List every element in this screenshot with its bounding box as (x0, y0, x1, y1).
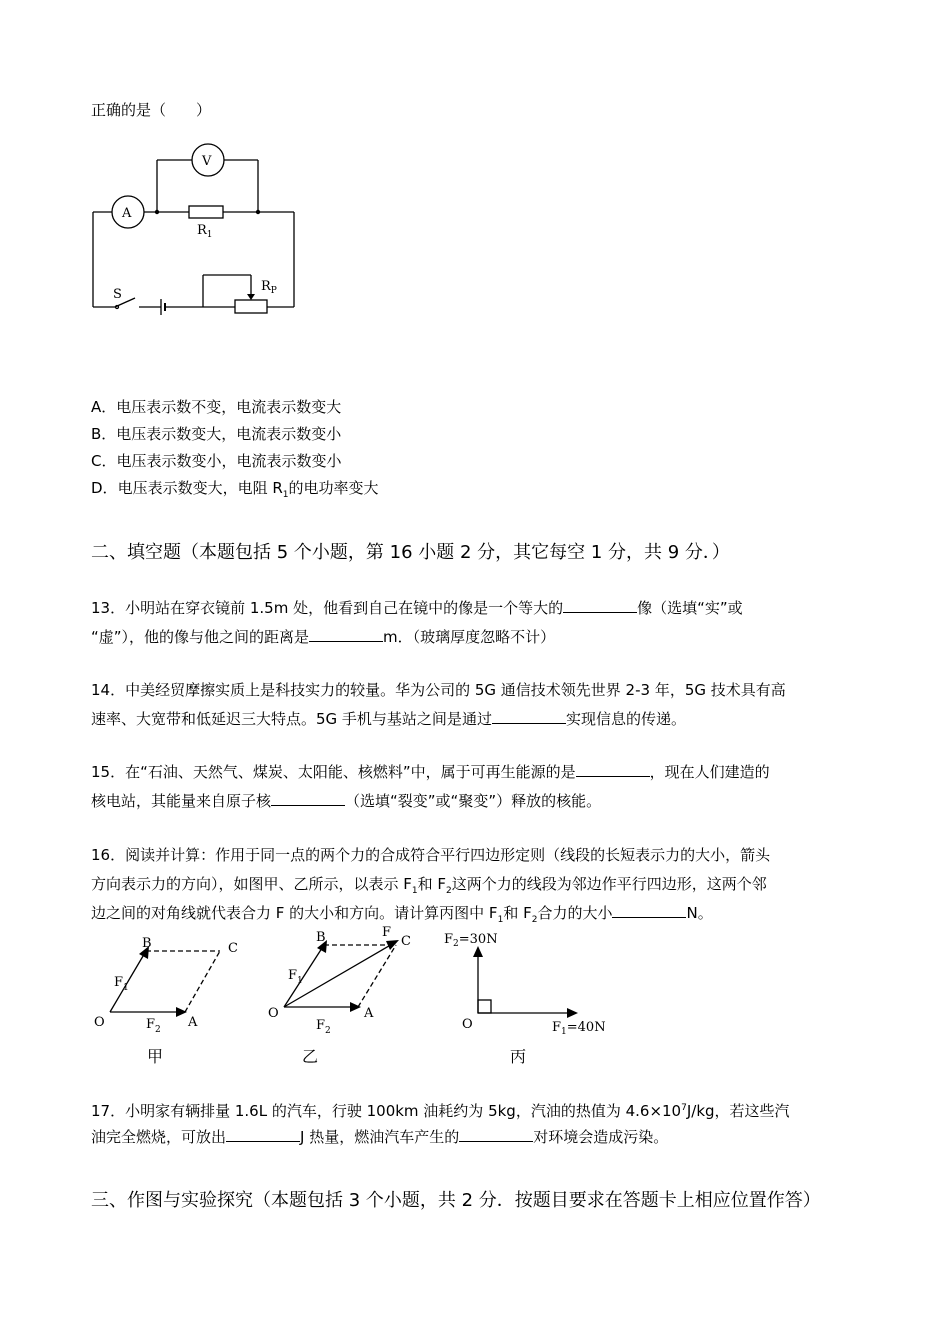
q15-blank-2[interactable] (271, 791, 345, 806)
q17-blank-1[interactable] (226, 1127, 300, 1142)
yi-label-f: F (382, 925, 392, 940)
caption-bing: 丙 (510, 1047, 527, 1066)
bing-label-f1: $F_1=40N$ (552, 1020, 606, 1037)
q16-line3: 边之间的对角线就代表合力 F 的大小和方向。请计算丙图中 $F_1$和 $F_2$合力的大小 N。 (91, 904, 713, 925)
figure-jia (90, 930, 250, 1035)
figure-bing (440, 925, 610, 1040)
ammeter-label: A (122, 206, 132, 221)
q17-line1: 17．小明家有辆排量 1.6L 的汽车，行驶 100km 油耗约为 5kg，汽油的热值为 $4.6\times 10^7J/kg$，若这些汽 (91, 1102, 790, 1120)
q15-line2: 核电站，其能量来自原子核 （选填“裂变”或“聚变”）释放的核能。 (91, 792, 602, 810)
yi-label-f1: $F_1$ (288, 968, 303, 986)
q13-line2: “虚”），他的像与他之间的距离是 m．（玻璃厚度忽略不计） (91, 628, 556, 646)
section-2-heading: 二、填空题（本题包括 5 个小题，第 16 小题 2 分，其它每空 1 分，共 9 分．） (91, 542, 730, 563)
q14-line2: 速率、大宽带和低延迟三大特点。5G 手机与基站之间是通过 实现信息的传递。 (91, 710, 686, 728)
resistor-r1 (189, 206, 223, 218)
yi-label-a: A (364, 1006, 374, 1021)
jia-label-f2: $F_2$ (146, 1017, 161, 1035)
q15-line1: 15．在“石油、天然气、煤炭、太阳能、核燃料”中，属于可再生能源的是 ，现在人们建造的 (91, 763, 770, 781)
bing-label-o: O (462, 1017, 473, 1032)
option-c: C．电压表示数变小，电流表示数变小 (91, 452, 342, 470)
q14-line1: 14．中美经贸摩擦实质上是科技实力的较量。华为公司的 5G 通信技术领先世界 2-3 年，5G 技术具有高 (91, 681, 786, 699)
jia-label-f1: $F_1$ (114, 975, 129, 993)
q13-blank-1[interactable] (563, 598, 637, 613)
option-a: A．电压表示数不变，电流表示数变大 (91, 398, 342, 416)
q17-blank-2[interactable] (459, 1127, 533, 1142)
option-b: B．电压表示数变大，电流表示数变小 (91, 425, 342, 443)
resistor-label: $R_1$ (197, 223, 213, 240)
caption-yi: 乙 (302, 1047, 319, 1066)
q14-blank[interactable] (492, 709, 566, 724)
jia-label-a: A (188, 1015, 198, 1030)
jia-label-c: C (228, 941, 238, 956)
q13-blank-2[interactable] (309, 627, 383, 642)
caption-jia: 甲 (147, 1047, 164, 1066)
q15-blank-1[interactable] (576, 762, 650, 777)
yi-label-o: O (268, 1006, 279, 1021)
circuit-diagram (85, 140, 315, 325)
yi-label-b: B (316, 930, 326, 945)
yi-label-f2: $F_2$ (316, 1018, 331, 1036)
section-3-heading: 三、作图与实验探究（本题包括 3 个小题，共 2 分．按题目要求在答题卡上相应位置作答） (91, 1190, 821, 1211)
q12-stem-tail: 正确的是（ ） (91, 101, 212, 119)
q16-line1: 16．阅读并计算：作用于同一点的两个力的合成符合平行四边形定则（线段的长短表示力的大小，箭头 (91, 846, 771, 864)
switch-label: S (113, 287, 122, 302)
figure-yi (266, 925, 426, 1036)
option-d: D．电压表示数变大，电阻 $R_1$的电功率变大 (91, 479, 379, 500)
q17-line2: 油完全燃烧，可放出 J 热量，燃油汽车产生的 对环境会造成污染。 (91, 1128, 669, 1146)
rheostat-rp (235, 300, 267, 313)
q16-blank[interactable] (612, 903, 686, 918)
bing-label-f2: $F_2=30N$ (444, 932, 498, 949)
voltmeter-label: V (202, 154, 212, 169)
rheostat-label: $R_P$ (261, 279, 277, 296)
yi-label-c: C (401, 934, 411, 949)
jia-label-b: B (142, 936, 152, 951)
q13-line1: 13．小明站在穿衣镜前 1.5m 处，他看到自己在镜中的像是一个等大的 像（选填“实”或 (91, 599, 743, 617)
q16-line2: 方向表示力的方向），如图甲、乙所示，以表示 $F_1$和 $F_2$这两个力的线段为邻边作平行四边形，这两个邻 (91, 875, 767, 896)
jia-label-o: O (94, 1015, 105, 1030)
